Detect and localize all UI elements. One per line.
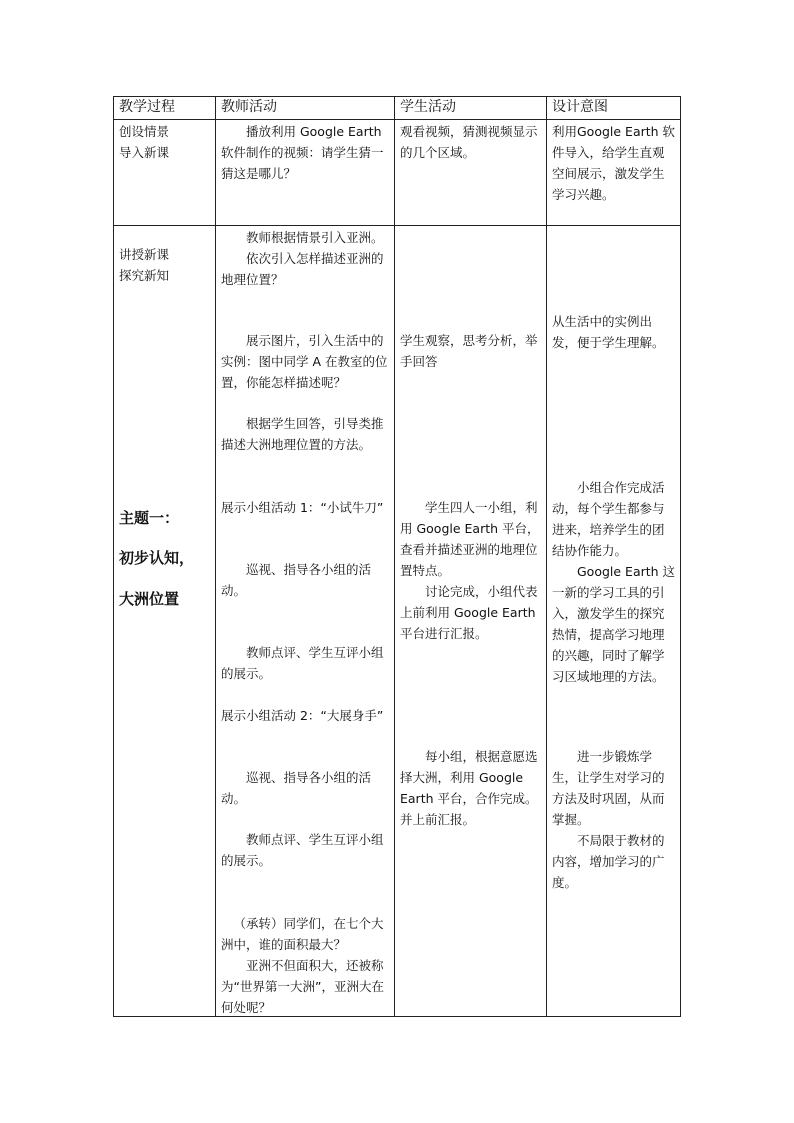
teacher-activity-guide xyxy=(221,413,388,455)
column-header-process: 教学过程 xyxy=(119,99,175,115)
row1-student-text: 观看视频，猜测视频显示的几个区域。 xyxy=(400,124,538,160)
row1-student-cell xyxy=(400,121,540,163)
table-col-divider-1 xyxy=(215,96,216,1017)
teacher-text: （承转）同学们，在七个大洲中，谁的面积最大？ xyxy=(221,916,384,952)
topic-line-2: 初步认知， xyxy=(119,549,195,567)
design-text: Google Earth 这一新的学习工具的引入，激发学生的探究热情，提高学习地理的兴趣，同时了解学习区域地理的方法。 xyxy=(552,564,676,684)
row1-design-cell xyxy=(552,121,676,205)
row1-design-text: 利用Google Earth 软件导入，给学生直观空间展示，激发学生学习兴趣。 xyxy=(552,124,676,202)
teacher-text: 巡视、指导各小组的活动。 xyxy=(221,770,372,806)
student-text: 讨论完成，小组代表上前利用 Google Earth 平台进行汇报。 xyxy=(400,584,538,641)
table-border-header-bottom xyxy=(113,119,681,120)
teacher-text: 展示小组活动 1：“小试牛刀” xyxy=(221,500,384,515)
topic-line-3: 大洲位置 xyxy=(119,590,180,608)
teacher-text: 展示图片，引入生活中的实例：图中同学 A 在教室的位置，你能怎样描述呢？ xyxy=(221,333,388,390)
column-header-teacher: 教师活动 xyxy=(221,99,277,115)
teacher-activity-group2 xyxy=(221,705,388,726)
design-text: 不局限于教材的内容，增加学习的广度。 xyxy=(552,833,665,890)
teacher-text: 教师点评、学生互评小组的展示。 xyxy=(221,832,384,868)
table-border-bottom xyxy=(113,1016,681,1017)
table-border-row1-bottom xyxy=(113,225,681,226)
design-text: 小组合作完成活动，每个学生都参与进来，培养学生的团结协作能力。 xyxy=(552,480,665,558)
teacher-text: 教师点评、学生互评小组的展示。 xyxy=(221,645,384,681)
topic-line-1: 主题一： xyxy=(119,509,180,527)
row1-teacher-text: 播放利用 Google Earth 软件制作的视频：请学生猜一猜这是哪儿？ xyxy=(221,124,384,181)
row2-process-cell xyxy=(119,244,211,286)
row1-process-line-1: 创设情景 xyxy=(119,124,170,139)
column-header-design: 设计意图 xyxy=(552,99,608,115)
row1-process-line-2: 导入新课 xyxy=(119,145,170,160)
row1-teacher-cell xyxy=(221,121,388,184)
teacher-text: 亚洲不但面积大，还被称为“世界第一大洲”，亚洲大在何处呢？ xyxy=(221,958,384,1015)
student-activity-group1 xyxy=(400,497,540,644)
row2-process-line-1: 讲授新课 xyxy=(119,247,170,262)
teacher-activity-review2 xyxy=(221,829,388,871)
teacher-activity-show-image xyxy=(221,330,388,393)
row2-process-line-2: 探究新知 xyxy=(119,268,170,283)
teacher-text: 依次引入怎样描述亚洲的地理位置？ xyxy=(221,251,384,287)
student-activity-group2 xyxy=(400,746,540,830)
table-col-divider-2 xyxy=(394,96,395,1017)
teacher-text: 根据学生回答，引导类推描述大洲地理位置的方法。 xyxy=(221,416,384,452)
design-text: 进一步锻炼学生，让学生对学习的方法及时巩固，从而掌握。 xyxy=(552,749,665,827)
design-intent-cooperation xyxy=(552,477,676,687)
teacher-text: 展示小组活动 2：“大展身手” xyxy=(221,708,384,723)
student-text: 学生观察，思考分析，举手回答 xyxy=(400,333,538,369)
student-text: 每小组，根据意愿选择大洲，利用 Google Earth 平台，合作完成。并上前汇报。 xyxy=(400,749,538,827)
design-intent-consolidate xyxy=(552,746,676,893)
row1-process-cell xyxy=(119,121,211,163)
teacher-activity-transition xyxy=(221,913,388,1018)
table-border-right xyxy=(680,96,681,1017)
teacher-activity-intro-asia xyxy=(221,227,388,290)
student-activity-observe xyxy=(400,330,540,372)
teacher-text: 巡视、指导各小组的活动。 xyxy=(221,562,372,598)
teacher-text: 教师根据情景引入亚洲。 xyxy=(246,230,384,245)
teacher-activity-patrol2 xyxy=(221,767,388,809)
table-border-left xyxy=(113,96,114,1017)
teacher-activity-group1 xyxy=(221,497,388,518)
teacher-activity-patrol1 xyxy=(221,559,388,601)
design-text: 从生活中的实例出发，便于学生理解。 xyxy=(552,314,665,350)
design-intent-real-life xyxy=(552,311,676,353)
student-text: 学生四人一小组，利用 Google Earth 平台，查看并描述亚洲的地理位置特点。 xyxy=(400,500,540,578)
column-header-student: 学生活动 xyxy=(400,99,456,115)
teacher-activity-review1 xyxy=(221,642,388,684)
table-col-divider-3 xyxy=(546,96,547,1017)
